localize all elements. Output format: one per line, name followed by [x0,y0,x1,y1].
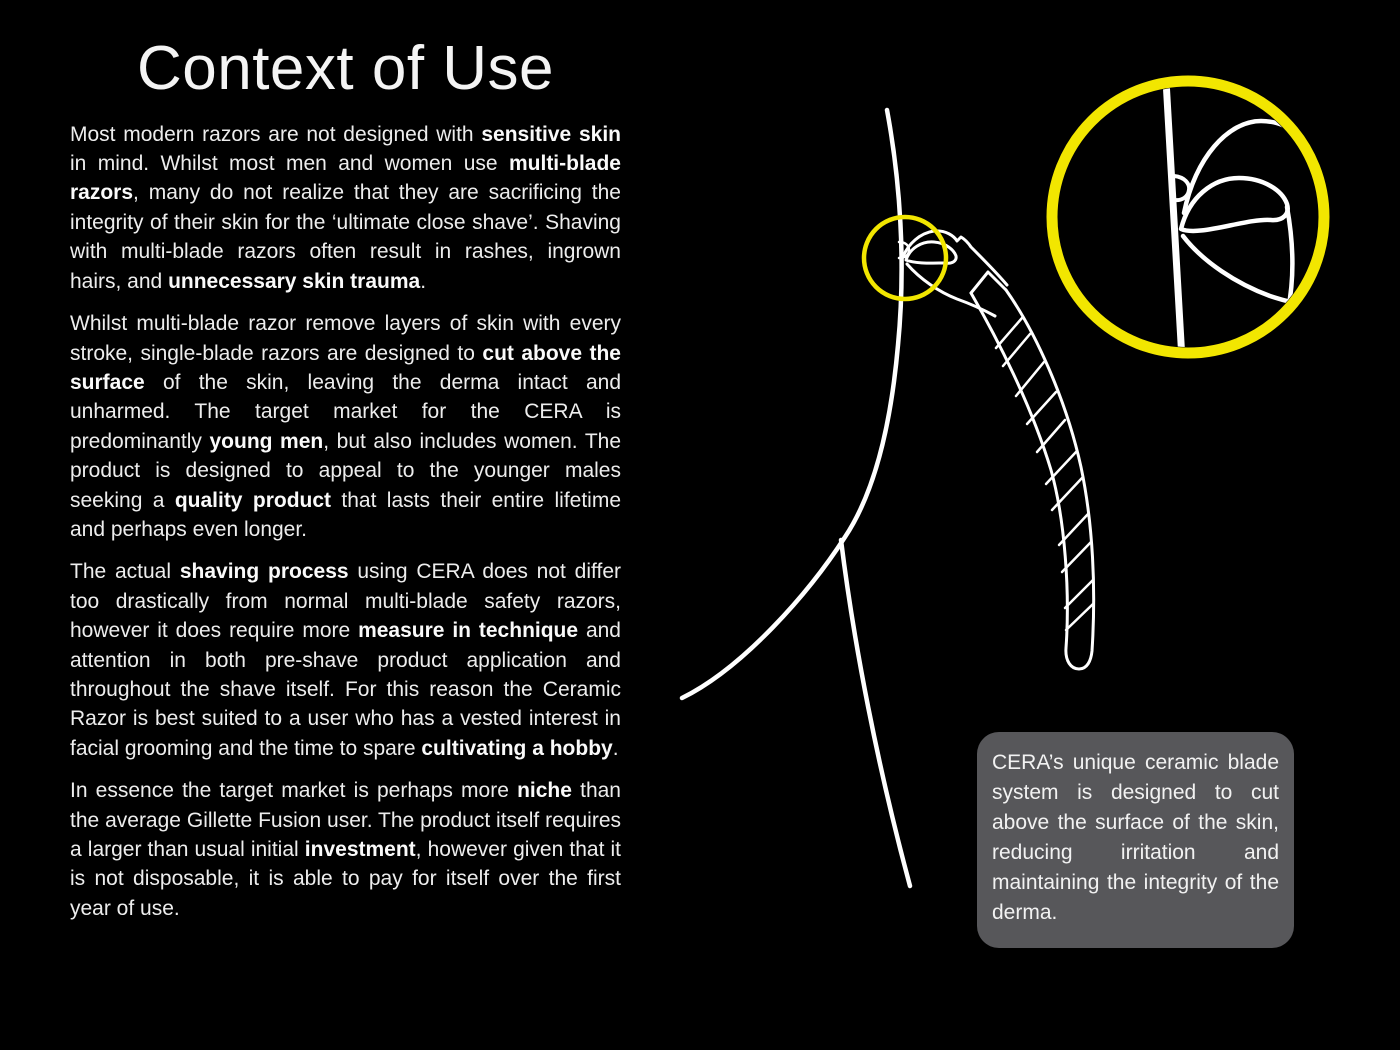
text-column [70,34,621,923]
magnified-skin-line [1166,80,1182,360]
body-paragraph: In essence the target market is perhaps more niche than the average Gillette Fusion user. The product itself requires a larger than usual initial investment, however given that it is not disposable, it is able to pay for itself over the first year of use. [70,779,621,920]
magnified-head-outline [1184,121,1329,213]
face-profile-jaw-line [841,540,910,886]
razor-grip-outline [971,290,1094,669]
magnified-detail [1166,80,1329,360]
razor-head-underside [907,264,995,316]
magnified-blade [1181,178,1288,231]
magnified-neck-line [1287,207,1292,310]
face-profile-cheek-line [682,110,902,698]
callout-box [977,732,1294,948]
body-paragraphs [70,120,621,924]
body-paragraph: Most modern razors are not designed with sensitive skin in mind. Whilst most men and women use multi-blade razors, many do not realize that they are sacrificing the integrity of their skin for the ‘ultimate close shave’. Shaving with multi-blade razors often result in rashes, ingrown hairs, and unnecessary skin trauma. [70,122,621,293]
page-title: Context of Use [136,34,555,103]
body-paragraph: The actual shaving process using CERA does not differ too drastically from normal multi-blade safety razors, however it does require more measure in technique and attention in both pre-shave product application and throughout the shave itself. For this reason the Ceramic Razor is best suited to a user who has a vested interest in facial grooming and the time to spare cultivating a hobby. [70,560,621,760]
razor-grip-notch [971,272,1006,293]
callout-text: CERA’s unique ceramic blade system is designed to cut above the surface of the skin, reducing irritation and maintaining the integrity of the derma. [992,751,1279,924]
razor-blade [906,242,956,263]
body-paragraph: Whilst multi-blade razor remove layers of skin with every stroke, single-blade razors are designed to cut above the surface of the skin, leaving the derma intact and unharmed. The target market for the CERA is predominantly young men, but also includes women. The product is designed to appeal to the younger males seeking a quality product that lasts their entire lifetime and perhaps even longer. [70,312,622,541]
